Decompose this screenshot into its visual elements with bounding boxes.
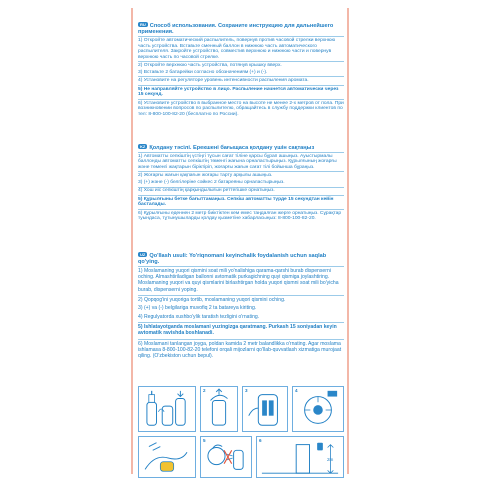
right-trim-edge	[347, 8, 349, 474]
instruction-step-kz-3: 3) (+) және (-) белгілеріне сәйкес 2 батареяны орналастырыңыз.	[138, 179, 285, 185]
divider	[138, 85, 344, 86]
divider	[138, 322, 344, 323]
section-russian	[138, 22, 344, 118]
figure-number-5: 5	[203, 438, 206, 443]
figure-mount-height	[256, 436, 344, 478]
divider	[138, 295, 344, 296]
section-title-kz-text: Қолдану тәсілі. Ерекшені бағыщаса қолдану үшін сақтаңыз	[149, 145, 315, 151]
lang-badge-ru: RU	[140, 22, 146, 27]
lang-badge-kz: KZ	[140, 144, 146, 149]
figure-number-3: 3	[245, 388, 248, 393]
instruction-step-uz-4: 4) Regulyatorda xushbo'ylik taratish tezligini o'rnating.	[138, 313, 260, 320]
instruction-step-ru-4: 4) Установите на регуляторе уровень интенсивности распыления аромата.	[138, 78, 309, 84]
instruction-step-ru-6: 6) Установите устройство в выбранное место на высоте не менее 2-х метров от пола. При возникновении вопросов по распылителю, обращайтесь в службу поддержки клиентов по тел: 8-800-100-82-20 (бесплатно по России).	[138, 100, 344, 117]
lang-badge-uz: UZ	[140, 252, 146, 257]
section-kazakh	[138, 144, 344, 223]
refill-detail-illustration	[139, 437, 195, 477]
lid-open-illustration	[201, 387, 237, 431]
batteries-illustration	[243, 387, 287, 431]
section-title-uz	[138, 252, 344, 266]
figure-number-2: 2	[203, 388, 206, 393]
figure-refill-detail	[138, 436, 196, 478]
section-title-ru	[138, 22, 344, 36]
section-title-uz-text: Qo'llash usuli: Yo'riqnomani keyinchalik foydalanish uchun saqlab qo'ying.	[138, 253, 327, 266]
section-title-kz	[138, 144, 344, 151]
divider	[138, 152, 344, 153]
illustrations-panel	[138, 386, 344, 480]
left-trim-edge	[131, 8, 133, 474]
regulator-illustration	[293, 387, 343, 431]
figure-insert-batteries	[242, 386, 288, 432]
section-title-ru-text: Способ использования. Сохраните инструкцию для дальнейшего применения.	[138, 23, 334, 36]
divider	[138, 339, 344, 340]
height-label: 2m	[327, 457, 334, 462]
figure-insert-refill	[138, 386, 196, 432]
figure-number-4: 4	[295, 388, 298, 393]
figure-set-regulator	[292, 386, 344, 432]
instruction-step-uz-5: 5) Ishlatayotganda moslamani yuzingizga qaratmang. Purkash 15 soniyadan keyin avtomatik ravishda boshlanadi.	[138, 324, 337, 337]
instruction-step-uz-6: 6) Moslamani tanlangan joyga, poldan kamida 2 metr balandlikka o'rnating. Agar moslama ishlamasa 8-800-100-82-20 telefoni orqali mijozlarni qo'llab-quvvatlash xizmatiga murojaat qiling. (O'zbekiston uchun bepul).	[138, 340, 342, 359]
divider	[138, 195, 344, 196]
instruction-step-kz-6: 6) Құрылғыны еденнен 2 метр биіктіктен кем емес таңдалған жерге орнатыңыз. Сұрақтар туындаса, тұтынушыларды қолдау қызметіне хабарласыңыз: 8-800-100-82-20.	[138, 210, 342, 222]
instruction-step-uz-2: 2) Qopqog'ini yuqoriga tortib, moslamaning yuqori qismini oching.	[138, 296, 286, 303]
instruction-step-kz-5: 5) Құрылғыны бетке бағыттамаңыз. Сепкіш автоматты түрде 15 секундтан кейін басталады.	[138, 196, 334, 208]
figure-number-6: 6	[259, 438, 262, 443]
instruction-step-kz-1: 1) Автоматты сепкіштің үстіңгі тұсын сағат тіліне қарсы бұрап ашыңыз. Ауыстырмалы баллонды автоматты сепкіштің төменгі жағына орналастырыңыз. Құрылғының жоғарғы және төменгі жақтарын біріктіріп, жоғарғы жағын сағат тілі бойынша бұраңыз.	[138, 153, 337, 170]
instruction-step-uz-1: 1) Moslamaning yuqori qismini soat mili yo'nalishiga qarama-qarshi burab dispenserni oching. Almashtiriladigan ballonni avtomatik purkagichning quyi qismiga joylashtiring. Moslamaning yuqori va quyi qismlarini birlashtirgan holda yuqori qismni soat mili bo'yicha burab, dispenserni yoping.	[138, 268, 339, 293]
instruction-step-ru-5: 5) Не направляйте устройство в лицо. Распыление начнется автоматически через 15 секунд.	[138, 86, 339, 98]
dispenser-open-illustration	[139, 387, 195, 431]
figure-not-in-face	[200, 436, 252, 478]
instruction-step-ru-2: 2) Откройте верхнюю часть устройства, потянув крышку вверх.	[138, 63, 282, 69]
figure-open-lid	[200, 386, 238, 432]
divider	[138, 209, 344, 210]
instruction-step-ru-1: 1) Откройте автоматический распылитель, повернув против часовой стрелки верхнюю часть устройства. Вставьте сменный баллон в нижнюю часть автоматического распылителя. Закройте устройство, совместив верхнюю и нижнюю части и повернув верхнюю часть по часовой стрелке.	[138, 38, 336, 60]
instruction-step-uz-3: 3) (+) va (-) belgilariga muvofiq 2 ta batareya kiriting.	[138, 305, 257, 312]
face-warning-illustration	[201, 437, 251, 477]
instruction-sheet	[138, 8, 344, 474]
section-uzbek	[138, 252, 344, 361]
instruction-step-ru-3: 3) Вставьте 2 батарейки согласно обозначениям (+) и (-).	[138, 69, 268, 75]
instruction-step-kz-4: 4) Хош иіс сепкіштің қарқындылығын реттегішке орнатыңыз.	[138, 188, 275, 194]
instruction-step-kz-2: 2) Жоғарғы жағын қақпағын жоғары тарту арқылы ашыңыз.	[138, 173, 273, 179]
divider	[138, 266, 344, 267]
divider	[138, 99, 344, 100]
